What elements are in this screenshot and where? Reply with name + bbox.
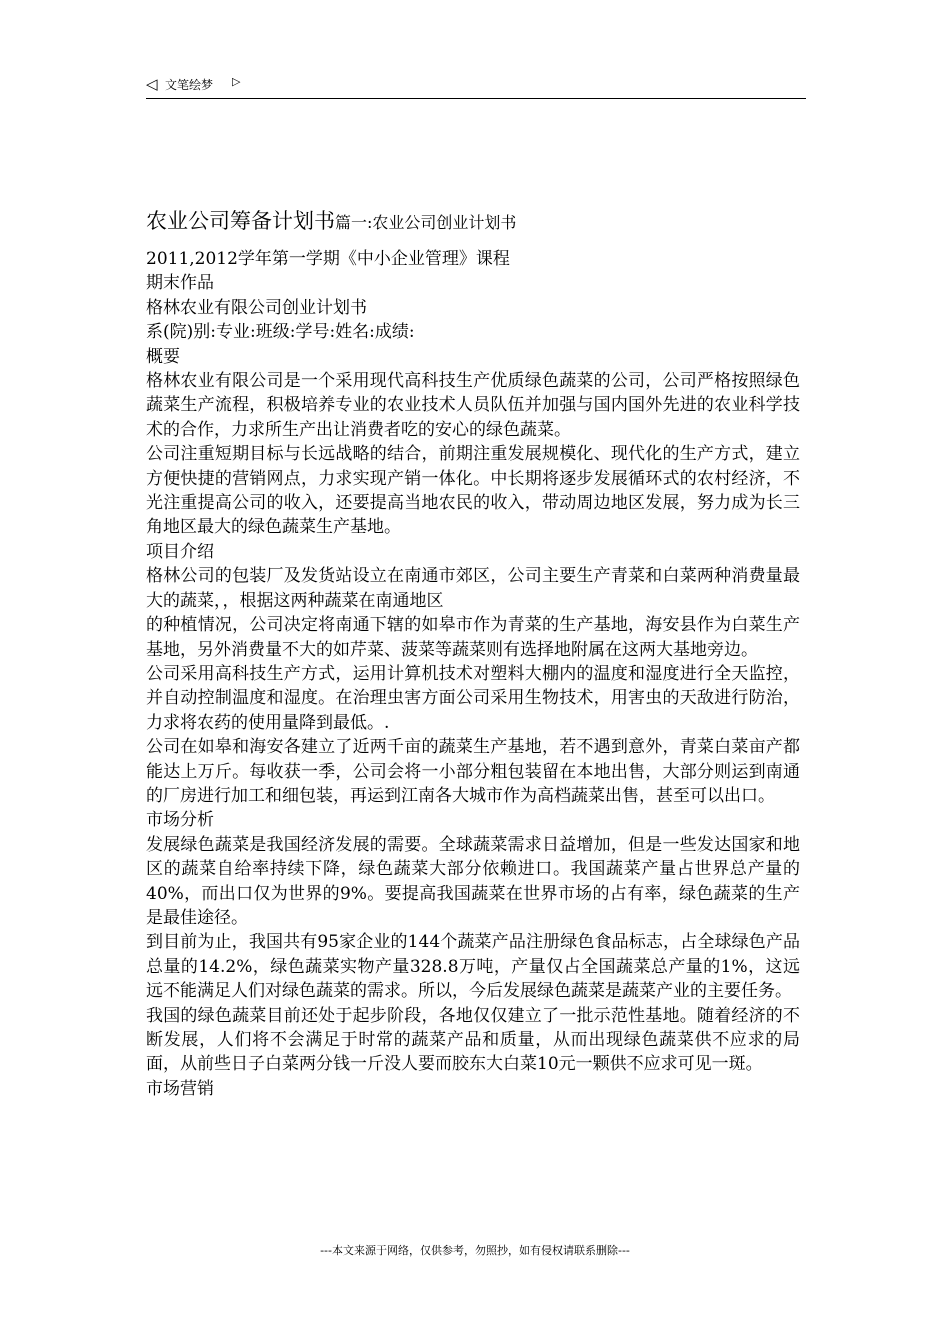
plan-title-line: 格林农业有限公司创业计划书 [146,297,367,318]
paragraph: 发展绿色蔬菜是我国经济发展的需要。全球蔬菜需求日益增加，但是一些发达国家和地区的蔬菜自给率持续下降，绿色蔬菜大部分依赖进口。我国蔬菜产量占世界总产量的40%，而出口仅为世界的9%。要提高我国蔬菜在世界市场的占有率，绿色蔬菜的生产是最佳途径。 [146,834,800,928]
paragraph: 我国的绿色蔬菜目前还处于起步阶段，各地仅仅建立了一批示范性基地。随着经济的不断发展，人们将不会满足于时常的蔬菜产品和质量，从而出现绿色蔬菜供不应求的局面，从前些日子白菜两分钱一斤没人要而胶东大白菜10元一颗供不应求可见一斑。 [146,1005,800,1075]
page-footer-disclaimer: ---本文来源于网络，仅供参考，勿照抄，如有侵权请联系删除--- [320,1244,630,1257]
course-line: 2011,2012学年第一学期《中小企业管理》课程 [146,249,510,269]
paragraph: 公司采用高科技生产方式，运用计算机技术对塑料大棚内的温度和湿度进行全天监控，并自动控制温度和湿度。在治理虫害方面公司采用生物技术，用害虫的天敌进行防治，力求将农药的使用量降到最低。. [146,663,800,733]
section-heading-overview: 概要 [146,346,180,367]
document-body [146,207,800,1101]
paragraph: 公司在如皋和海安各建立了近两千亩的蔬菜生产基地，若不遇到意外，青菜白菜亩产都能达上万斤。每收获一季，公司会将一小部分粗包装留在本地出售，大部分则运到南通的厂房进行加工和细包装，再运到江南各大城市作为高档蔬菜出售，甚至可以出口。 [146,737,800,806]
paragraph: 格林公司的包装厂及发货站设立在南通市郊区，公司主要生产青菜和白菜两种消费量最大的蔬菜，，根据这两种蔬菜在南通地区 [146,566,800,611]
student-info-line: 系(院)别:专业:班级:学号:姓名:成绩: [146,322,415,343]
paragraph: 到目前为止，我国共有95家企业的144个蔬菜产品注册绿色食品标志，占全球绿色产品总量的14.2%，绿色蔬菜实物产量328.8万吨，产量仅占全国蔬菜总产量的1%，这远远不能满足人们对绿色蔬菜的需求。所以，今后发展绿色蔬菜是蔬菜产业的主要任务。 [146,932,800,1002]
paragraph: 格林农业有限公司是一个采用现代高科技生产优质绿色蔬菜的公司，公司严格按照绿色蔬菜生产流程，积极培养专业的农业技术人员队伍并加强与国内国外先进的农业科学技术的合作，力求所生产出让消费者吃的安心的绿色蔬菜。 [146,371,800,440]
document-title: 农业公司筹备计划书 [146,209,335,233]
section-heading-marketing: 市场营销 [146,1078,214,1099]
document-heading [146,207,800,237]
section-heading-market-analysis: 市场分析 [146,810,214,831]
page-header [146,72,806,99]
paragraph: 公司注重短期目标与长远战略的结合，前期注重发展规模化、现代化的生产方式，建立方便快捷的营销网点，力求实现产销一体化。中长期将逐步发展循环式的农村经济，不光注重提高公司的收入，还要提高当地农民的收入，带动周边地区发展，努力成为长三角地区最大的绿色蔬菜生产基地。 [146,444,800,538]
document-subtitle: 篇一:农业公司创业计划书 [335,213,517,232]
left-triangle-icon: ◁ [146,75,158,93]
header-brand: 文笔绘梦 [165,78,214,92]
section-heading-project-intro: 项目介绍 [146,541,214,562]
work-type-line: 期末作品 [146,273,214,294]
right-triangle-icon: ▷ [232,75,241,88]
paragraph: 的种植情况，公司决定将南通下辖的如皋市作为青菜的生产基地，海安县作为白菜生产基地，另外消费量不大的如芹菜、菠菜等蔬菜则有选择地附属在这两大基地旁边。 [146,615,800,660]
